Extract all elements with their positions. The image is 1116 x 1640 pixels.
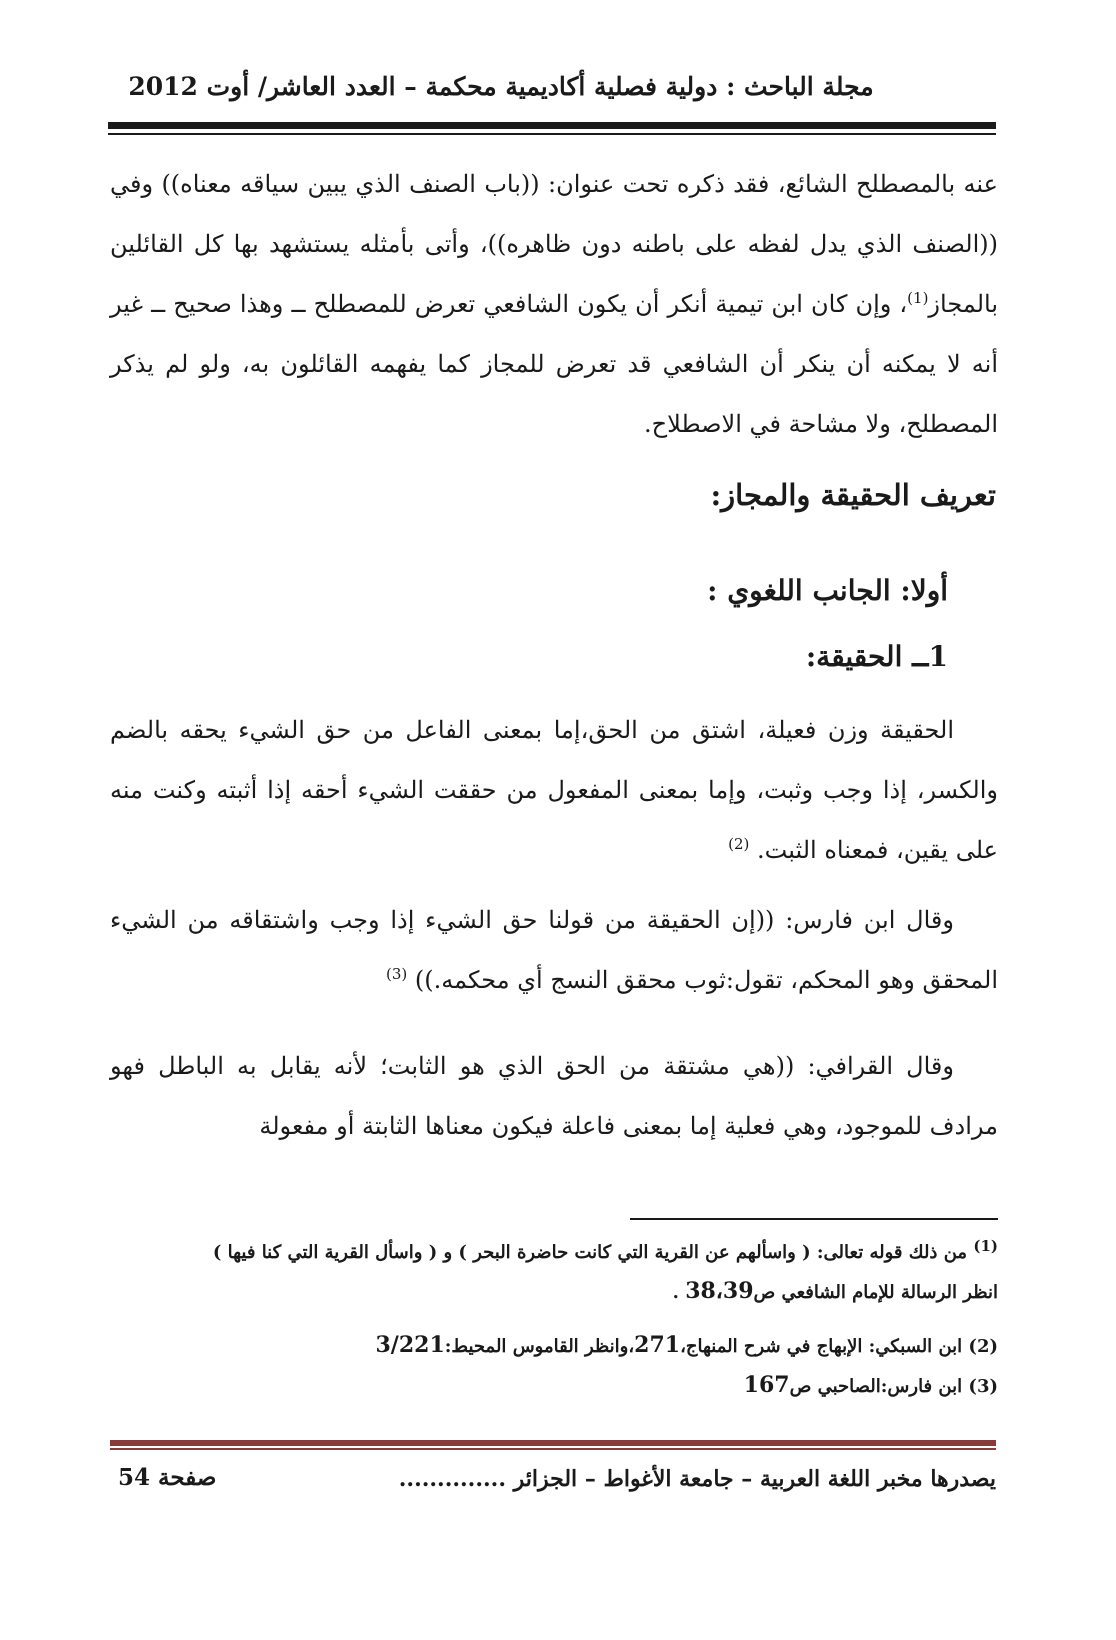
footnote-separator — [630, 1218, 998, 1220]
paragraph-qarafi — [110, 1036, 998, 1156]
journal-header-title: مجلة الباحث : دولية فصلية أكاديمية محكمة – العدد العاشر/ أوت 2012 — [128, 72, 874, 101]
paragraph-definition-text: الحقيقة وزن فعيلة، اشتق من الحق،إما بمعنى الفاعل من حق الشيء يحقه بالضم والكسر، إذا وجب وثبت، وإما بمعنى المفعول من حققت الشيء أحقه إذا أثبته وكنت منه على يقين، فمعناه الثبت. — [110, 716, 998, 864]
paragraph-definition — [110, 700, 998, 880]
footnote-2-volume: 3/221 — [375, 1332, 445, 1358]
footnote-1-line-1: من ذلك قوله تعالى: ( واسألهم عن القرية التي كانت حاضرة البحر ) و ( واسأل القرية التي كنا فيها ) — [212, 1242, 968, 1263]
footnote-1-end: . — [672, 1282, 686, 1303]
footnote-ref-1: (1) — [907, 289, 929, 307]
footnote-1-pages: 38،39 — [685, 1278, 754, 1304]
numbered-heading: 1ــ الحقيقة: — [805, 640, 948, 673]
footnote-2-text-cont: ،وانظر القاموس المحيط: — [444, 1336, 635, 1357]
footer-publisher: يصدرها مخبر اللغة العربية – جامعة الأغواط – الجزائر .............. — [398, 1466, 996, 1492]
footnotes — [110, 1234, 998, 1406]
footnote-3-text: (3) ابن فارس:الصاحبي ص — [789, 1376, 998, 1397]
paragraph-intro-text-cont: ، وإن كان ابن تيمية أنكر أن يكون الشافعي تعرض للمصطلح ــ وهذا صحيح ــ غير أنه لا يمكنه أن ينكر أن الشافعي قد تعرض للمجاز كما يفهمه القائلون به، ولو لم يذكر المصطلح، ولا مشاحة في الاصطلاح. — [110, 290, 998, 438]
header-rule-thin — [108, 133, 996, 135]
footnote-3-page: 167 — [743, 1372, 790, 1398]
footnote-2-text: (2) ابن السبكي: الإبهاج في شرح المنهاج، — [680, 1336, 998, 1357]
footer-rule-thin — [110, 1448, 996, 1450]
paragraph-qarafi-text: وقال القرافي: ((هي مشتقة من الحق الذي هو الثابت؛ لأنه يقابل به الباطل فهو مرادف للموجود، وهي فعلية إما بمعنى فاعلة فيكون معناها الثابتة أو مفعولة — [110, 1052, 998, 1140]
section-heading: تعريف الحقيقة والمجاز: — [710, 478, 996, 512]
footnote-1-line-2: انظر الرسالة للإمام الشافعي ص — [753, 1282, 998, 1303]
paragraph-ibn-faris — [110, 890, 998, 1010]
subsection-heading: أولا: الجانب اللغوي : — [707, 574, 948, 607]
footnote-1-marker: (1) — [973, 1237, 998, 1255]
footnote-ref-2: (2) — [728, 835, 750, 853]
paragraph-intro-text: عنه بالمصطلح الشائع، فقد ذكره تحت عنوان: ((باب الصنف الذي يبين سياقه معناه)) وفي ((الصنف الذي يدل لفظه على باطنه دون ظاهره))، وأتى بأمثله يستشهد بها كل القائلين بالمجاز — [110, 170, 998, 318]
footnote-2-page: 271 — [634, 1332, 681, 1358]
paragraph-ibn-faris-text: وقال ابن فارس: ((إن الحقيقة من قولنا حق الشيء إذا وجب واشتقاقه من الشيء المحقق وهو المحكم، تقول:ثوب محقق النسج أي محكمه.)) — [110, 906, 998, 994]
paragraph-intro — [110, 154, 998, 454]
footnote-ref-3: (3) — [386, 965, 408, 983]
page-number: صفحة 54 — [118, 1464, 217, 1491]
header-rule — [108, 122, 996, 129]
footer-rule — [110, 1440, 996, 1446]
